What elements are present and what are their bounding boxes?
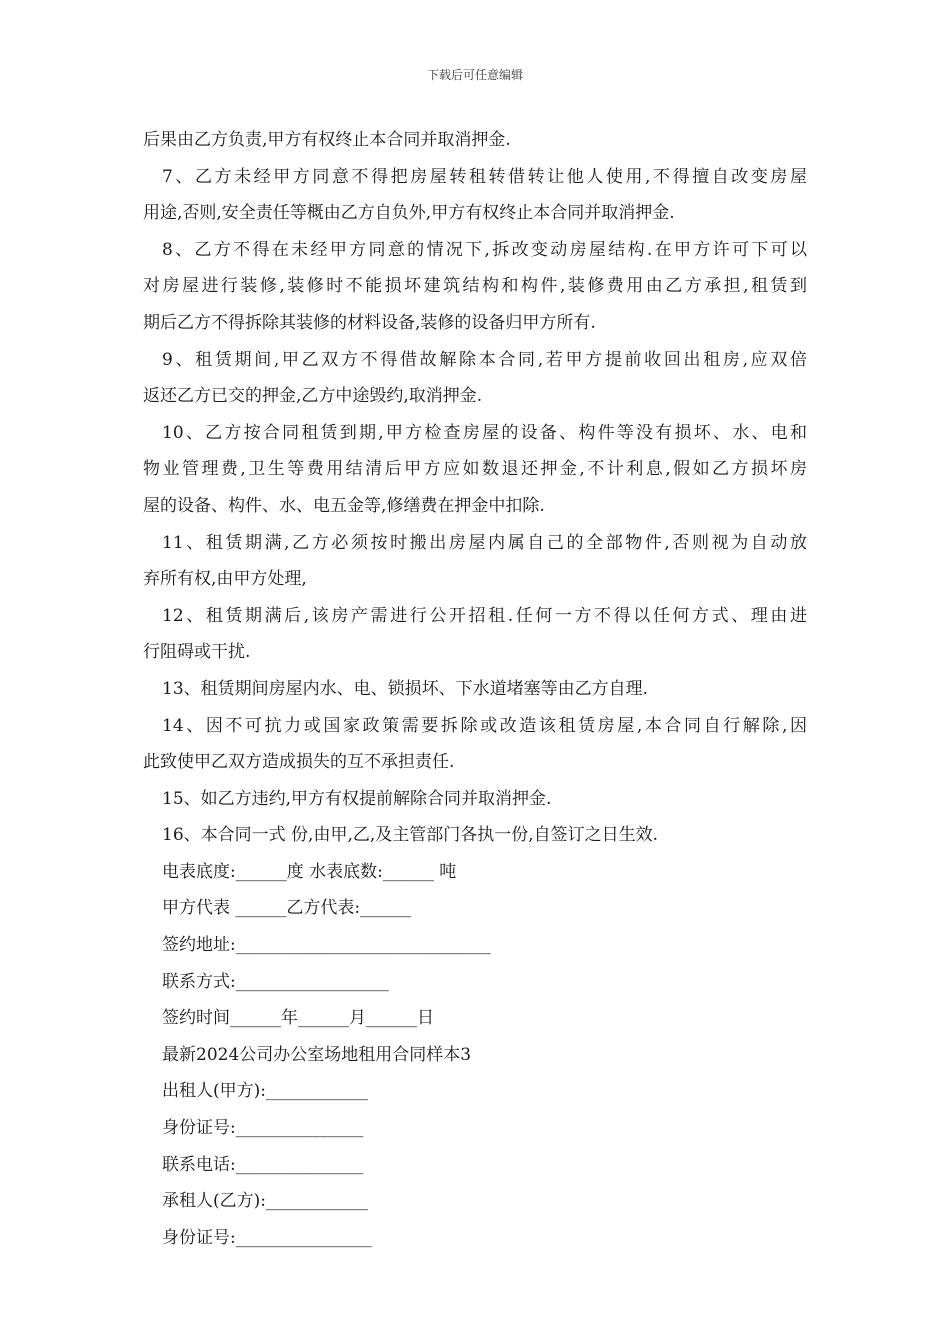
document-line: 对房屋进行装修,装修时不能损坏建筑结构和构件,装修费用由乙方承担,租赁到 — [143, 276, 807, 297]
document-line: 弃所有权,由甲方处理, — [143, 569, 307, 590]
document-line: 14、因不可抗力或国家政策需要拆除或改造该租赁房屋,本合同自行解除,因 — [162, 715, 807, 736]
document-body — [143, 122, 807, 1256]
document-line: 身份证号:________________ — [162, 1227, 372, 1248]
document-line: 签约时间______年______月______日 — [162, 1008, 434, 1029]
document-line: 7、乙方未经甲方同意不得把房屋转租转借转让他人使用,不得擅自改变房屋 — [162, 166, 807, 187]
document-line: 行阻碍或干扰. — [143, 642, 251, 663]
document-line: 联系方式:__________________ — [162, 971, 389, 992]
document-line: 承租人(乙方):____________ — [162, 1191, 368, 1212]
document-line: 此致使甲乙双方造成损失的互不承担责任. — [143, 752, 455, 773]
document-line: 返还乙方已交的押金,乙方中途毁约,取消押金. — [143, 386, 483, 407]
document-line: 物业管理费,卫生等费用结清后甲方应如数退还押金,不计利息,假如乙方损坏房 — [143, 459, 807, 480]
document-line: 电表底度:______度 水表底数:______ 吨 — [162, 861, 457, 882]
document-line: 11、租赁期满,乙方必须按时搬出房屋内属自己的全部物件,否则视为自动放 — [162, 532, 807, 553]
document-line: 甲方代表 ______乙方代表:______ — [162, 898, 412, 919]
document-line: 16、本合同一式 份,由甲,乙,及主管部门各执一份,自签订之日生效. — [162, 825, 659, 846]
document-line: 13、租赁期间房屋内水、电、锁损坏、下水道堵塞等由乙方自理. — [162, 678, 649, 699]
document-line: 后果由乙方负责,甲方有权终止本合同并取消押金. — [143, 130, 511, 150]
document-line: 8、乙方不得在未经甲方同意的情况下,拆改变动房屋结构.在甲方许可下可以 — [162, 239, 807, 260]
document-line: 15、如乙方违约,甲方有权提前解除合同并取消押金. — [162, 788, 552, 809]
document-line: 屋的设备、构件、水、电五金等,修缮费在押金中扣除. — [143, 495, 545, 516]
page-header: 下载后可任意编辑 — [426, 68, 523, 82]
document-line: 期后乙方不得拆除其装修的材料设备,装修的设备归甲方所有. — [143, 312, 596, 333]
document-line: 签约地址:______________________________ — [162, 935, 491, 956]
document-line: 联系电话:_______________ — [162, 1154, 364, 1175]
document-line: 12、租赁期满后,该房产需进行公开招租.任何一方不得以任何方式、理由进 — [162, 605, 807, 626]
document-line: 最新2024公司办公室场地租用合同样本3 — [162, 1044, 472, 1065]
document-line: 9、租赁期间,甲乙双方不得借故解除本合同,若甲方提前收回出租房,应双倍 — [162, 349, 807, 370]
document-line: 10、乙方按合同租赁到期,甲方检查房屋的设备、构件等没有损坏、水、电和 — [162, 422, 807, 443]
document-line: 用途,否则,安全责任等概由乙方自负外,甲方有权终止本合同并取消押金. — [143, 203, 675, 224]
document-line: 出租人(甲方):____________ — [162, 1081, 368, 1102]
document-line: 身份证号:_______________ — [162, 1118, 364, 1139]
